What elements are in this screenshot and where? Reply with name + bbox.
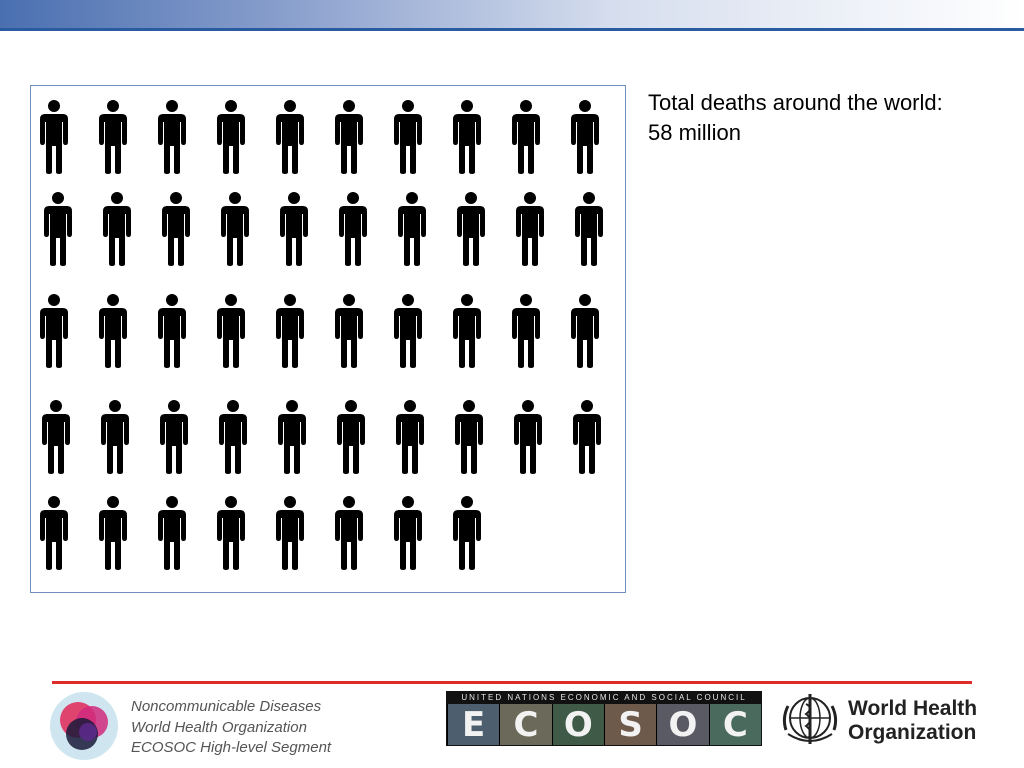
person-icon [220, 192, 250, 266]
person-icon [157, 100, 187, 174]
caption-line-2: 58 million [648, 120, 741, 145]
person-icon [393, 100, 423, 174]
person-icon [41, 400, 71, 474]
ecosoc-letters [447, 704, 761, 745]
ncd-logo-icon [48, 690, 120, 762]
ecosoc-letter: O [656, 704, 708, 745]
person-icon [218, 400, 248, 474]
person-icon [275, 100, 305, 174]
person-icon [452, 496, 482, 570]
footer-line-2: World Health Organization [131, 718, 307, 736]
person-icon [334, 496, 364, 570]
person-icon [102, 192, 132, 266]
header-rule [0, 28, 1024, 31]
person-icon [334, 100, 364, 174]
deaths-pictogram [30, 85, 626, 593]
who-line-1: World Health [848, 697, 978, 720]
person-icon [513, 400, 543, 474]
person-icon [216, 294, 246, 368]
person-icon [157, 294, 187, 368]
person-icon [397, 192, 427, 266]
footer-rule [52, 681, 972, 684]
person-icon [43, 192, 73, 266]
person-icon [159, 400, 189, 474]
ecosoc-letter: E [447, 704, 499, 745]
person-icon [395, 400, 425, 474]
person-icon [279, 192, 309, 266]
person-icon [456, 192, 486, 266]
person-icon [574, 192, 604, 266]
caption-line-1: Total deaths around the world: [648, 90, 943, 115]
person-icon [334, 294, 364, 368]
person-icon [393, 496, 423, 570]
person-icon [515, 192, 545, 266]
person-icon [393, 294, 423, 368]
caption [648, 88, 1008, 148]
who-wordmark [848, 697, 977, 745]
who-emblem-icon [778, 690, 842, 750]
person-icon [275, 496, 305, 570]
person-icon [98, 100, 128, 174]
person-icon [157, 496, 187, 570]
person-icon [216, 100, 246, 174]
person-icon [338, 192, 368, 266]
person-icon [336, 400, 366, 474]
ecosoc-logo [446, 691, 762, 746]
person-icon [39, 496, 69, 570]
footer-text [131, 697, 331, 759]
ecosoc-letter: C [499, 704, 551, 745]
person-icon [511, 100, 541, 174]
ecosoc-letter: O [552, 704, 604, 745]
person-icon [39, 100, 69, 174]
person-icon [511, 294, 541, 368]
person-icon [98, 496, 128, 570]
ecosoc-banner-text: UNITED NATIONS ECONOMIC AND SOCIAL COUNCIL [447, 692, 761, 704]
person-icon [452, 100, 482, 174]
person-icon [39, 294, 69, 368]
person-icon [100, 400, 130, 474]
who-line-2: Organization [848, 721, 977, 744]
person-icon [98, 294, 128, 368]
person-icon [454, 400, 484, 474]
person-icon [275, 294, 305, 368]
person-icon [452, 294, 482, 368]
ecosoc-letter: C [709, 704, 761, 745]
person-icon [570, 294, 600, 368]
person-icon [570, 100, 600, 174]
person-icon [161, 192, 191, 266]
person-icon [216, 496, 246, 570]
header-gradient-bar [0, 0, 1024, 28]
ecosoc-letter: S [604, 704, 656, 745]
person-icon [277, 400, 307, 474]
footer-line-1: Noncommunicable Diseases [131, 698, 322, 715]
footer-line-3: ECOSOC High-level Segment [131, 739, 332, 756]
person-icon [572, 400, 602, 474]
